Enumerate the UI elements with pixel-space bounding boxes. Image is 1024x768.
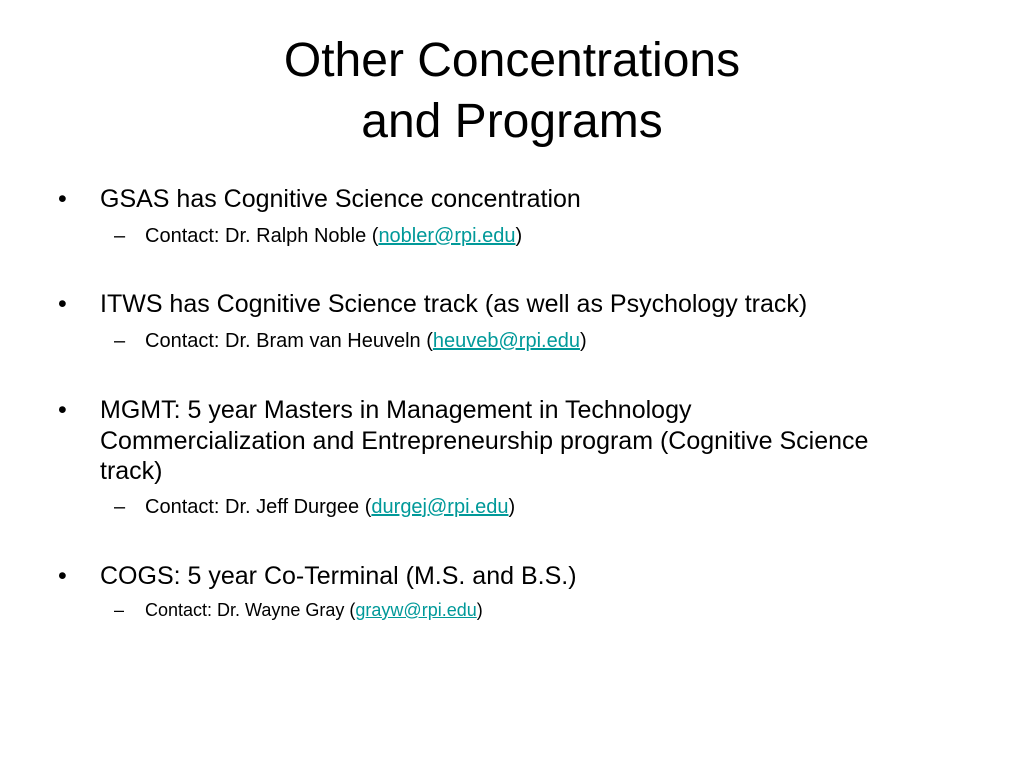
contact-suffix: ) [515,225,523,247]
bullet-glyph: • [58,290,67,318]
email-link[interactable]: durgej@rpi.edu [371,496,509,518]
contact-suffix: ) [508,496,516,518]
bullet-text: COGS: 5 year Co-Terminal (M.S. and B.S.) [100,562,577,590]
bullet-glyph: • [58,562,67,590]
email-link[interactable]: nobler@rpi.edu [378,225,516,247]
bullet-glyph: • [58,185,67,213]
email-link[interactable]: heuveb@rpi.edu [432,330,580,352]
contact-prefix: Contact: Dr. Jeff Durgee ( [145,496,372,518]
contact-prefix: Contact: Dr. Bram van Heuveln ( [145,330,433,352]
sub-bullet-glyph: – [114,225,126,247]
bullet-text: GSAS has Cognitive Science concentration [100,185,581,213]
slide-title-line-2: and Programs [361,95,663,148]
slide-title [0,30,1024,152]
email-link[interactable]: grayw@rpi.edu [355,600,477,620]
contact-prefix: Contact: Dr. Ralph Noble ( [145,225,379,247]
contact-line [145,495,965,519]
bullet-text: MGMT: 5 year Masters in Management in Technology Commercialization and Entrepreneurship program (Cognitive Science track) [100,396,869,485]
contact-line [145,329,965,353]
contact-line [145,224,965,248]
contact-prefix: Contact: Dr. Wayne Gray ( [145,600,356,620]
sub-bullet-glyph: – [114,330,126,352]
contact-suffix: ) [579,330,587,352]
contact-line [145,599,965,621]
contact-suffix: ) [476,600,483,620]
bullet-text: ITWS has Cognitive Science track (as well as Psychology track) [100,290,808,318]
sub-bullet-glyph: – [114,600,125,620]
bullet-glyph: • [58,396,67,424]
sub-bullet-glyph: – [114,496,126,518]
slide-title-line-1: Other Concentrations [283,34,741,87]
